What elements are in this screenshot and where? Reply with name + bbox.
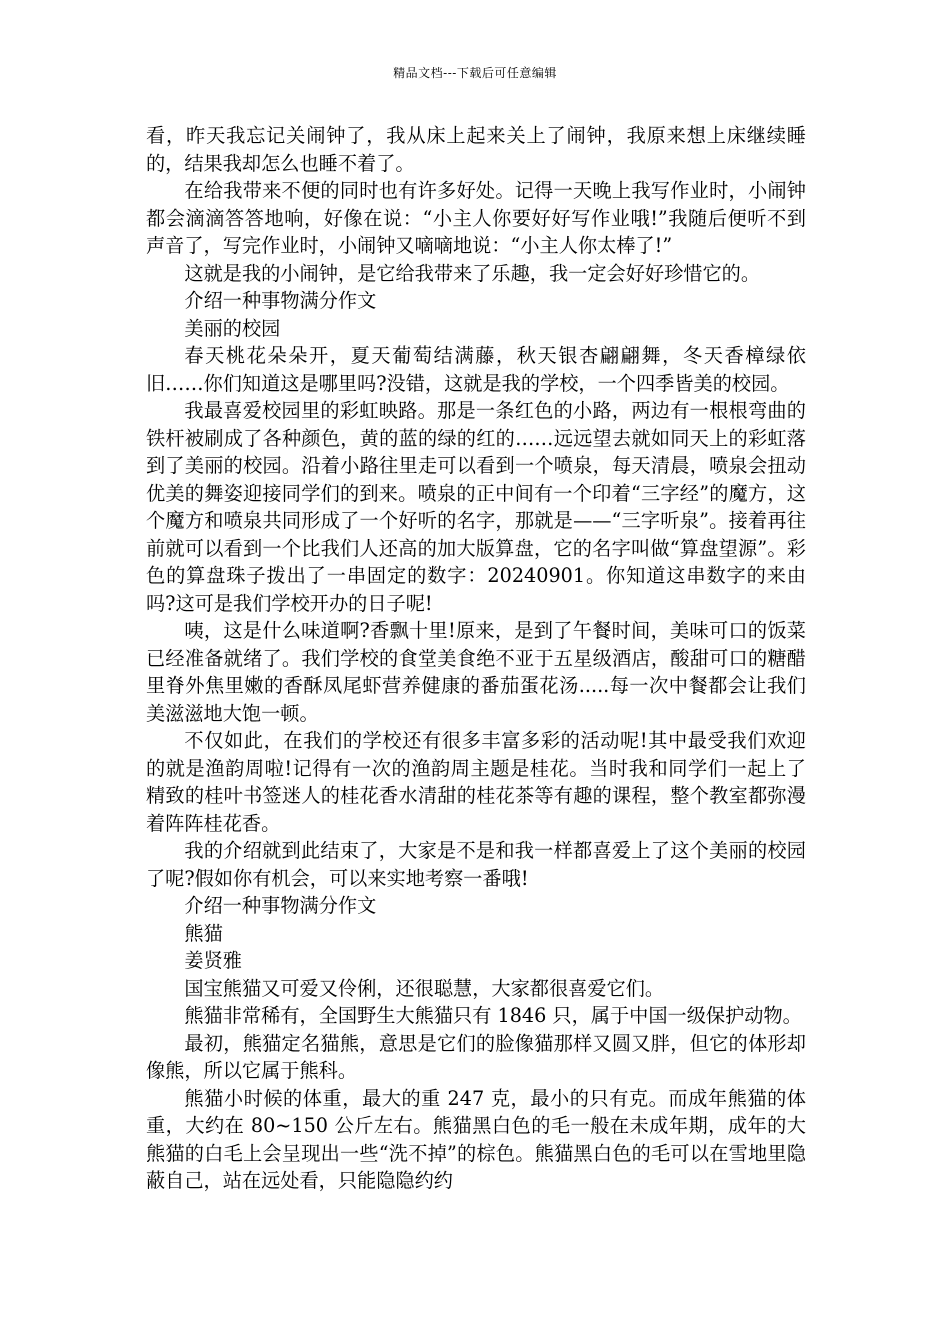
section-heading: 介绍一种事物满分作文 xyxy=(184,289,377,312)
paragraph: 熊猫非常稀有，全国野生大熊猫只有 1846 只，属于中国一级保护动物。 xyxy=(184,1004,802,1027)
essay-title: 美丽的校园 xyxy=(184,316,281,340)
paragraph: 国宝熊猫又可爱又伶俐，还很聪慧，大家都很喜爱它们。 xyxy=(184,976,665,1000)
section-heading: 介绍一种事物满分作文 xyxy=(184,894,377,917)
page-header: 精品文档---下载后可任意编辑 xyxy=(393,66,557,80)
paragraph: 熊猫小时候的体重，最大的重 247 克，最小的只有克。而成年熊猫的体重，大约在 80~150 公斤左右。熊猫黑白色的毛一般在未成年期，成年的大熊猫的白毛上会呈现出一些“洗不掉”的棕色。熊猫黑白色的毛可以在雪地里隐蔽自己，站在远处看，只能隐隐约约 xyxy=(146,1086,806,1192)
paragraph: 我的介绍就到此结束了，大家是不是和我一样都喜爱上了这个美丽的校园了呢?假如你有机会，可以来实地考察一番哦! xyxy=(146,839,806,890)
paragraph: 最初，熊猫定名猫熊，意思是它们的脸像猫那样又圆又胖，但它的体形却像熊，所以它属于熊科。 xyxy=(146,1031,806,1082)
paragraph: 这就是我的小闹钟，是它给我带来了乐趣，我一定会好好珍惜它的。 xyxy=(184,261,761,285)
paragraph: 看，昨天我忘记关闹钟了，我从床上起来关上了闹钟，我原来想上床继续睡的，结果我却怎么也睡不着了。 xyxy=(146,124,806,175)
paragraph: 春天桃花朵朵开，夏天葡萄结满藤，秋天银杏翩翩舞，冬天香樟绿依旧……你们知道这是哪里吗?没错，这就是我的学校，一个四季皆美的校园。 xyxy=(146,344,806,395)
paragraph: 不仅如此，在我们的学校还有很多丰富多彩的活动呢!其中最受我们欢迎的就是渔韵周啦!记得有一次的渔韵周主题是桂花。当时我和同学们一起上了精致的桂叶书签迷人的桂花香水清甜的桂花茶等有趣的课程，整个教室都弥漫着阵阵桂花香。 xyxy=(146,729,806,835)
paragraph: 咦，这是什么味道啊?香飘十里!原来，是到了午餐时间，美味可口的饭菜已经准备就绪了。我们学校的食堂美食绝不亚于五星级酒店，酸甜可口的糖醋里脊外焦里嫩的香酥凤尾虾营养健康的番茄蛋花汤.....每一次中餐都会让我们美滋滋地大饱一顿。 xyxy=(146,619,806,725)
paragraph: 在给我带来不便的同时也有许多好处。记得一天晚上我写作业时，小闹钟都会滴滴答答地响，好像在说：“小主人你要好好写作业哦!”我随后便听不到声音了，写完作业时，小闹钟又嘀嘀地说：“小主人你太棒了!” xyxy=(146,179,806,257)
essay-title: 熊猫 xyxy=(184,921,223,945)
document-body xyxy=(146,122,806,1195)
author-name: 姜贤雅 xyxy=(184,949,242,972)
paragraph: 我最喜爱校园里的彩虹映路。那是一条红色的小路，两边有一根根弯曲的铁杆被刷成了各种颜色，黄的蓝的绿的红的……远远望去就如同天上的彩虹落到了美丽的校园。沿着小路往里走可以看到一个喷泉，每天清晨，喷泉会扭动优美的舞姿迎接同学们的到来。喷泉的正中间有一个印着“三字经”的魔方，这个魔方和喷泉共同形成了一个好听的名字，那就是——“三字听泉”。接着再往前就可以看到一个比我们人还高的加大版算盘，它的名字叫做“算盘望源”。彩色的算盘珠子拨出了一串固定的数字：20240901。你知道这串数字的来由吗?这可是我们学校开办的日子呢! xyxy=(146,399,806,615)
